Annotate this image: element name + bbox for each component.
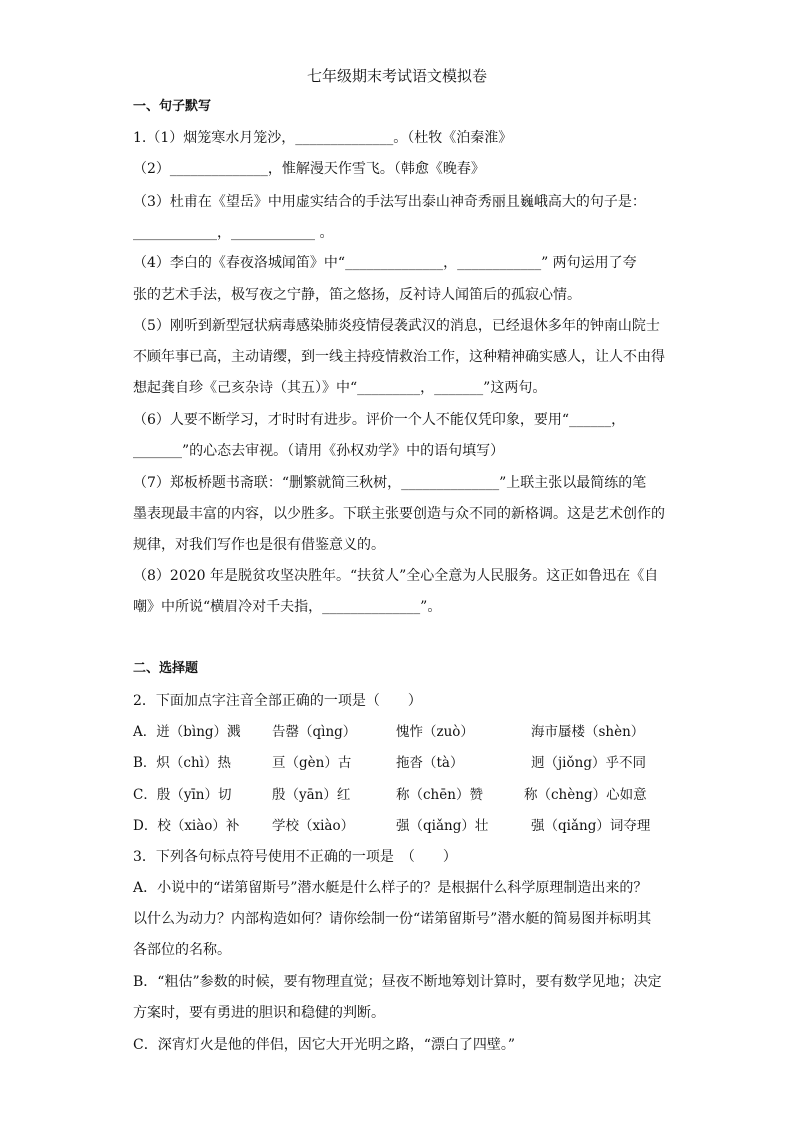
option-a-item: 愧怍（zuò） [396, 724, 474, 740]
option-d-item: 强（qiǎng）词夺理 [531, 818, 651, 834]
question-line: 各部位的名称。 [133, 942, 231, 958]
question-line: B．“粗估”参数的时候，要有物理直觉；昼夜不断地筹划计算时，要有数学见地；决定 [133, 974, 662, 990]
question-line: 嘲》中所说“横眉冷对千夫指，______________”。 [133, 599, 442, 615]
question-line: 方案时，要有勇进的胆识和稳健的判断。 [133, 1005, 385, 1021]
option-c-item: 称（chēn）赞 [396, 787, 483, 803]
question-2-stem: 2．下面加点字注音全部正确的一项是（ ） [133, 693, 422, 709]
option-d-item: 强（qiǎng）壮 [396, 818, 489, 834]
question-3-stem: 3．下列各句标点符号使用不正确的一项是 （ ） [133, 849, 457, 865]
question-line: （6）人要不断学习，才时时有进步。评价一个人不能仅凭印象，要用“______， [133, 412, 626, 428]
question-line: 以什么为动力？内部构造如何？请你绘制一份“诺第留斯号”潜水艇的简易图并标明其 [133, 911, 652, 927]
option-a-item: 海市蜃楼（shèn） [531, 724, 645, 740]
question-line: 规律，对我们写作也是很有借鉴意义的。 [133, 537, 385, 553]
page-title: 七年级期末考试语文模拟卷 [306, 67, 487, 85]
question-line: ____________，____________ 。 [133, 225, 334, 241]
option-b-item: B．炽（chì）热 [133, 755, 231, 771]
option-b-item: 拖沓（tà） [396, 755, 464, 771]
question-line: （8）2020 年是脱贫攻坚决胜年。“扶贫人”全心全意为人民服务。这正如鲁迅在《自 [133, 568, 659, 584]
option-d-item: 学校（xiào） [272, 818, 355, 834]
question-line: 张的艺术手法，极写夜之宁静，笛之悠扬，反衬诗人闻笛后的孤寂心情。 [133, 287, 581, 303]
question-line: 1.（1）烟笼寒水月笼沙，______________。（杜牧《泊秦淮》 [133, 130, 513, 146]
option-a-item: A．迸（bìng）溅 [133, 724, 241, 740]
question-line: 想起龚自珍《己亥杂诗（其五）》中“_________，_______”这两句。 [133, 380, 547, 396]
option-a-item: 告罄（qìng） [272, 724, 357, 740]
question-line: 不顾年事已高，主动请缨，到一线主持疫情救治工作，这种精神确实感人，让人不由得 [133, 349, 665, 365]
question-line: （5）刚听到新型冠状病毒感染肺炎疫情侵袭武汉的消息，已经退休多年的钟南山院士 [133, 318, 660, 334]
section-heading-dictation: 一、句子默写 [133, 99, 212, 114]
question-line: 墨表现最丰富的内容，以少胜多。下联主张要创造与众不同的新格调。这是艺术创作的 [133, 506, 665, 522]
option-c-item: C．殷（yīn）切 [133, 787, 232, 803]
question-line: （4）李白的《春夜洛城闻笛》中“______________，____________” 两句运用了夸 [133, 255, 637, 271]
option-b-item: 亘（gèn）古 [272, 755, 352, 771]
option-c-item: 殷（yān）红 [272, 787, 351, 803]
question-line: A．小说中的“诺第留斯号”潜水艇是什么样子的？是根据什么科学原理制造出来的？ [133, 880, 648, 896]
question-line: （3）杜甫在《望岳》中用虚实结合的手法写出泰山神奇秀丽且巍峨高大的句子是： [133, 194, 646, 210]
option-b-item: 迥（jiǒng）乎不同 [531, 755, 646, 771]
option-c-item: 称（chèng）心如意 [524, 787, 647, 803]
question-line: _______”的心态去审视。（请用《孙权劝学》中的语句填写） [133, 443, 505, 459]
question-line: （7）郑板桥题书斋联：“删繁就简三秋树，______________”上联主张以最简练的笔 [133, 475, 647, 491]
option-d-item: D．校（xiào）补 [133, 818, 240, 834]
section-heading-choice: 二、选择题 [133, 661, 199, 676]
question-line: （2）______________，惟解漫天作雪飞。（韩愈《晚春》 [133, 161, 485, 177]
question-line: C．深宵灯火是他的伴侣，因它大开光明之路，“漂白了四壁。” [133, 1037, 516, 1053]
